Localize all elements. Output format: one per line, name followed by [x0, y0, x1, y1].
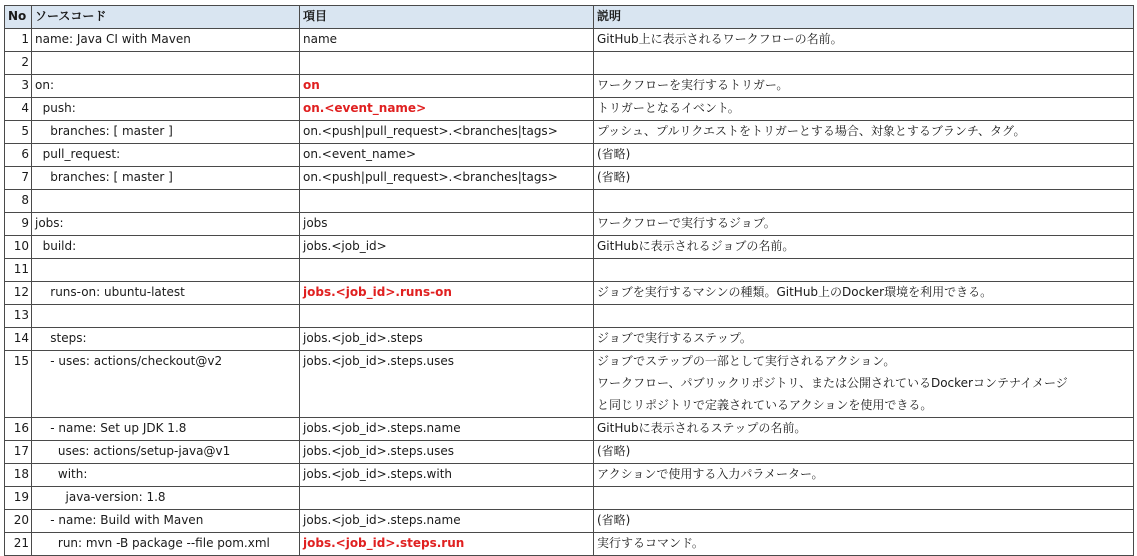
- row-number-cell[interactable]: 3: [5, 75, 32, 98]
- source-code-cell[interactable]: branches: [ master ]: [32, 121, 300, 144]
- description-cell[interactable]: [594, 259, 1134, 282]
- item-cell[interactable]: jobs.<job_id>.steps.uses: [300, 351, 594, 418]
- row-number-cell[interactable]: 1: [5, 29, 32, 52]
- source-code-cell[interactable]: pull_request:: [32, 144, 300, 167]
- description-line: [597, 259, 1130, 281]
- source-code-cell[interactable]: [32, 305, 300, 328]
- item-cell[interactable]: [300, 190, 594, 213]
- source-code-cell[interactable]: name: Java CI with Maven: [32, 29, 300, 52]
- source-code-cell[interactable]: branches: [ master ]: [32, 167, 300, 190]
- source-code-cell[interactable]: java-version: 1.8: [32, 487, 300, 510]
- source-code-cell[interactable]: - uses: actions/checkout@v2: [32, 351, 300, 418]
- row-number-cell[interactable]: 17: [5, 441, 32, 464]
- table-row: [5, 213, 1134, 236]
- description-line: プッシュ、プルリクエストをトリガーとする場合、対象とするブランチ、タグ。: [597, 124, 1026, 138]
- source-code-cell[interactable]: [32, 52, 300, 75]
- row-number-cell[interactable]: 16: [5, 418, 32, 441]
- table-row: [5, 441, 1134, 464]
- description-cell[interactable]: [594, 418, 1134, 441]
- description-line: (省略): [597, 444, 631, 458]
- description-cell[interactable]: [594, 441, 1134, 464]
- description-cell[interactable]: [594, 510, 1134, 533]
- description-cell[interactable]: [594, 328, 1134, 351]
- description-line: ジョブで実行するステップ。: [597, 331, 752, 345]
- description-line: GitHubに表示されるジョブの名前。: [597, 239, 795, 253]
- description-cell[interactable]: [594, 98, 1134, 121]
- description-line: ジョブを実行するマシンの種類。GitHub上のDocker環境を利用できる。: [597, 285, 993, 299]
- item-cell[interactable]: on.<event_name>: [300, 144, 594, 167]
- item-cell[interactable]: jobs.<job_id>.steps: [300, 328, 594, 351]
- item-cell[interactable]: on: [300, 75, 594, 98]
- row-number-cell[interactable]: 15: [5, 351, 32, 418]
- description-cell[interactable]: [594, 464, 1134, 487]
- row-number-cell[interactable]: 6: [5, 144, 32, 167]
- row-number-cell[interactable]: 9: [5, 213, 32, 236]
- row-number-cell[interactable]: 8: [5, 190, 32, 213]
- source-code-cell[interactable]: [32, 259, 300, 282]
- table-row: [5, 282, 1134, 305]
- row-number-cell[interactable]: 11: [5, 259, 32, 282]
- description-line: ワークフローを実行するトリガー。: [597, 78, 789, 92]
- table-row: [5, 29, 1134, 52]
- item-cell[interactable]: on.<event_name>: [300, 98, 594, 121]
- description-cell[interactable]: [594, 533, 1134, 556]
- item-cell[interactable]: on.<push|pull_request>.<branches|tags>: [300, 167, 594, 190]
- item-cell[interactable]: jobs: [300, 213, 594, 236]
- source-code-cell[interactable]: uses: actions/setup-java@v1: [32, 441, 300, 464]
- table-row: [5, 75, 1134, 98]
- item-cell[interactable]: jobs.<job_id>.steps.uses: [300, 441, 594, 464]
- description-line: アクションで使用する入力パラメーター。: [597, 467, 824, 481]
- table-row: [5, 167, 1134, 190]
- row-number-cell[interactable]: 4: [5, 98, 32, 121]
- source-code-cell[interactable]: with:: [32, 464, 300, 487]
- description-cell[interactable]: [594, 487, 1134, 510]
- description-cell[interactable]: [594, 190, 1134, 213]
- table-row: [5, 259, 1134, 282]
- source-code-cell[interactable]: on:: [32, 75, 300, 98]
- source-code-cell[interactable]: build:: [32, 236, 300, 259]
- item-cell[interactable]: [300, 487, 594, 510]
- header-source-code[interactable]: ソースコード: [32, 6, 300, 29]
- source-code-cell[interactable]: run: mvn -B package --file pom.xml: [32, 533, 300, 556]
- table-row: [5, 328, 1134, 351]
- description-cell[interactable]: [594, 351, 1134, 418]
- source-code-cell[interactable]: - name: Build with Maven: [32, 510, 300, 533]
- item-cell[interactable]: [300, 305, 594, 328]
- table-row: [5, 98, 1134, 121]
- header-item[interactable]: 項目: [300, 6, 594, 29]
- description-cell[interactable]: [594, 121, 1134, 144]
- description-cell[interactable]: [594, 236, 1134, 259]
- source-code-cell[interactable]: [32, 190, 300, 213]
- description-line: (省略): [597, 513, 631, 527]
- source-code-cell[interactable]: push:: [32, 98, 300, 121]
- table-row: [5, 351, 1134, 418]
- description-cell[interactable]: [594, 75, 1134, 98]
- description-line: [597, 487, 1130, 509]
- description-cell[interactable]: [594, 282, 1134, 305]
- table-row: [5, 121, 1134, 144]
- header-description[interactable]: 説明: [594, 6, 1134, 29]
- description-cell[interactable]: [594, 213, 1134, 236]
- row-number-cell[interactable]: 12: [5, 282, 32, 305]
- description-line: GitHubに表示されるステップの名前。: [597, 421, 807, 435]
- description-cell[interactable]: [594, 167, 1134, 190]
- row-number-cell[interactable]: 5: [5, 121, 32, 144]
- item-cell[interactable]: jobs.<job_id>.steps.run: [300, 533, 594, 556]
- description-cell[interactable]: [594, 305, 1134, 328]
- description-line: ワークフローで実行するジョブ。: [597, 216, 776, 230]
- source-code-cell[interactable]: steps:: [32, 328, 300, 351]
- table-row: [5, 305, 1134, 328]
- description-line: GitHub上に表示されるワークフローの名前。: [597, 32, 843, 46]
- description-cell[interactable]: [594, 52, 1134, 75]
- table-row: [5, 464, 1134, 487]
- row-number-cell[interactable]: 14: [5, 328, 32, 351]
- description-cell[interactable]: [594, 29, 1134, 52]
- item-cell[interactable]: name: [300, 29, 594, 52]
- description-line: ジョブでステップの一部として実行されるアクション。: [597, 354, 896, 368]
- row-number-cell[interactable]: 20: [5, 510, 32, 533]
- item-cell[interactable]: [300, 52, 594, 75]
- row-number-cell[interactable]: 10: [5, 236, 32, 259]
- row-number-cell[interactable]: 19: [5, 487, 32, 510]
- description-line: ワークフロー、パブリックリポジトリ、または公開されているDockerコンテナイメージ: [597, 376, 1068, 390]
- description-line: と同じリポジトリで定義されているアクションを使用できる。: [597, 398, 933, 412]
- table-row: [5, 533, 1134, 556]
- table-row: [5, 190, 1134, 213]
- table-row: [5, 144, 1134, 167]
- header-row: [5, 6, 1134, 29]
- row-number-cell[interactable]: 21: [5, 533, 32, 556]
- item-cell[interactable]: jobs.<job_id>.runs-on: [300, 282, 594, 305]
- source-code-cell[interactable]: - name: Set up JDK 1.8: [32, 418, 300, 441]
- table-row: [5, 510, 1134, 533]
- item-cell[interactable]: jobs.<job_id>.steps.with: [300, 464, 594, 487]
- description-cell[interactable]: [594, 144, 1134, 167]
- table-row: [5, 418, 1134, 441]
- spreadsheet-table: [4, 5, 1134, 556]
- source-code-cell[interactable]: runs-on: ubuntu-latest: [32, 282, 300, 305]
- description-line: トリガーとなるイベント。: [597, 101, 740, 115]
- header-no[interactable]: No: [5, 6, 32, 29]
- row-number-cell[interactable]: 2: [5, 52, 32, 75]
- item-cell[interactable]: jobs.<job_id>.steps.name: [300, 418, 594, 441]
- item-cell[interactable]: [300, 259, 594, 282]
- table-row: [5, 236, 1134, 259]
- description-line: [597, 52, 1130, 74]
- description-line: [597, 190, 1130, 212]
- table-row: [5, 52, 1134, 75]
- source-code-cell[interactable]: jobs:: [32, 213, 300, 236]
- row-number-cell[interactable]: 18: [5, 464, 32, 487]
- table-row: [5, 487, 1134, 510]
- item-cell[interactable]: on.<push|pull_request>.<branches|tags>: [300, 121, 594, 144]
- description-line: (省略): [597, 170, 631, 184]
- description-line: [597, 305, 1130, 327]
- item-cell[interactable]: jobs.<job_id>.steps.name: [300, 510, 594, 533]
- item-cell[interactable]: jobs.<job_id>: [300, 236, 594, 259]
- description-line: (省略): [597, 147, 631, 161]
- description-line: 実行するコマンド。: [597, 536, 704, 550]
- row-number-cell[interactable]: 13: [5, 305, 32, 328]
- row-number-cell[interactable]: 7: [5, 167, 32, 190]
